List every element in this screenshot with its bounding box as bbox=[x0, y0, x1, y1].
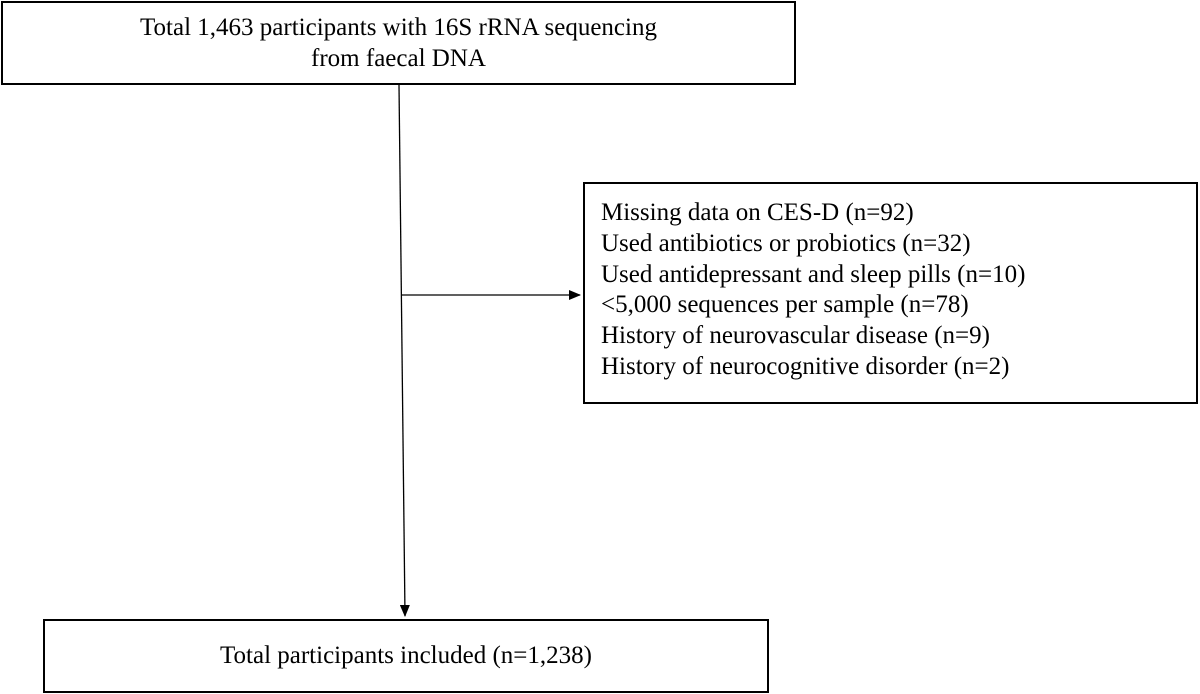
exclusion-criteria-box bbox=[583, 182, 1198, 404]
exclusion-item: Used antidepressant and sleep pills (n=10) bbox=[601, 260, 1026, 288]
exclusion-item: History of neurovascular disease (n=9) bbox=[601, 322, 990, 350]
exclusion-item: Missing data on CES-D (n=92) bbox=[601, 199, 914, 226]
main-flow-arrow bbox=[399, 85, 405, 616]
included-participants-label: Total participants included (n=1,238) bbox=[220, 642, 592, 669]
exclusion-item: <5,000 sequences per sample (n=78) bbox=[601, 291, 969, 319]
exclusion-item: Used antibiotics or probiotics (n=32) bbox=[601, 229, 971, 257]
total-participants-line1: Total 1,463 participants with 16S rRNA sequencing bbox=[140, 14, 657, 41]
total-participants-line2: from faecal DNA bbox=[311, 45, 486, 72]
exclusion-item: History of neurocognitive disorder (n=2) bbox=[601, 352, 1010, 380]
included-participants-box bbox=[43, 619, 769, 693]
total-participants-box bbox=[1, 1, 796, 85]
